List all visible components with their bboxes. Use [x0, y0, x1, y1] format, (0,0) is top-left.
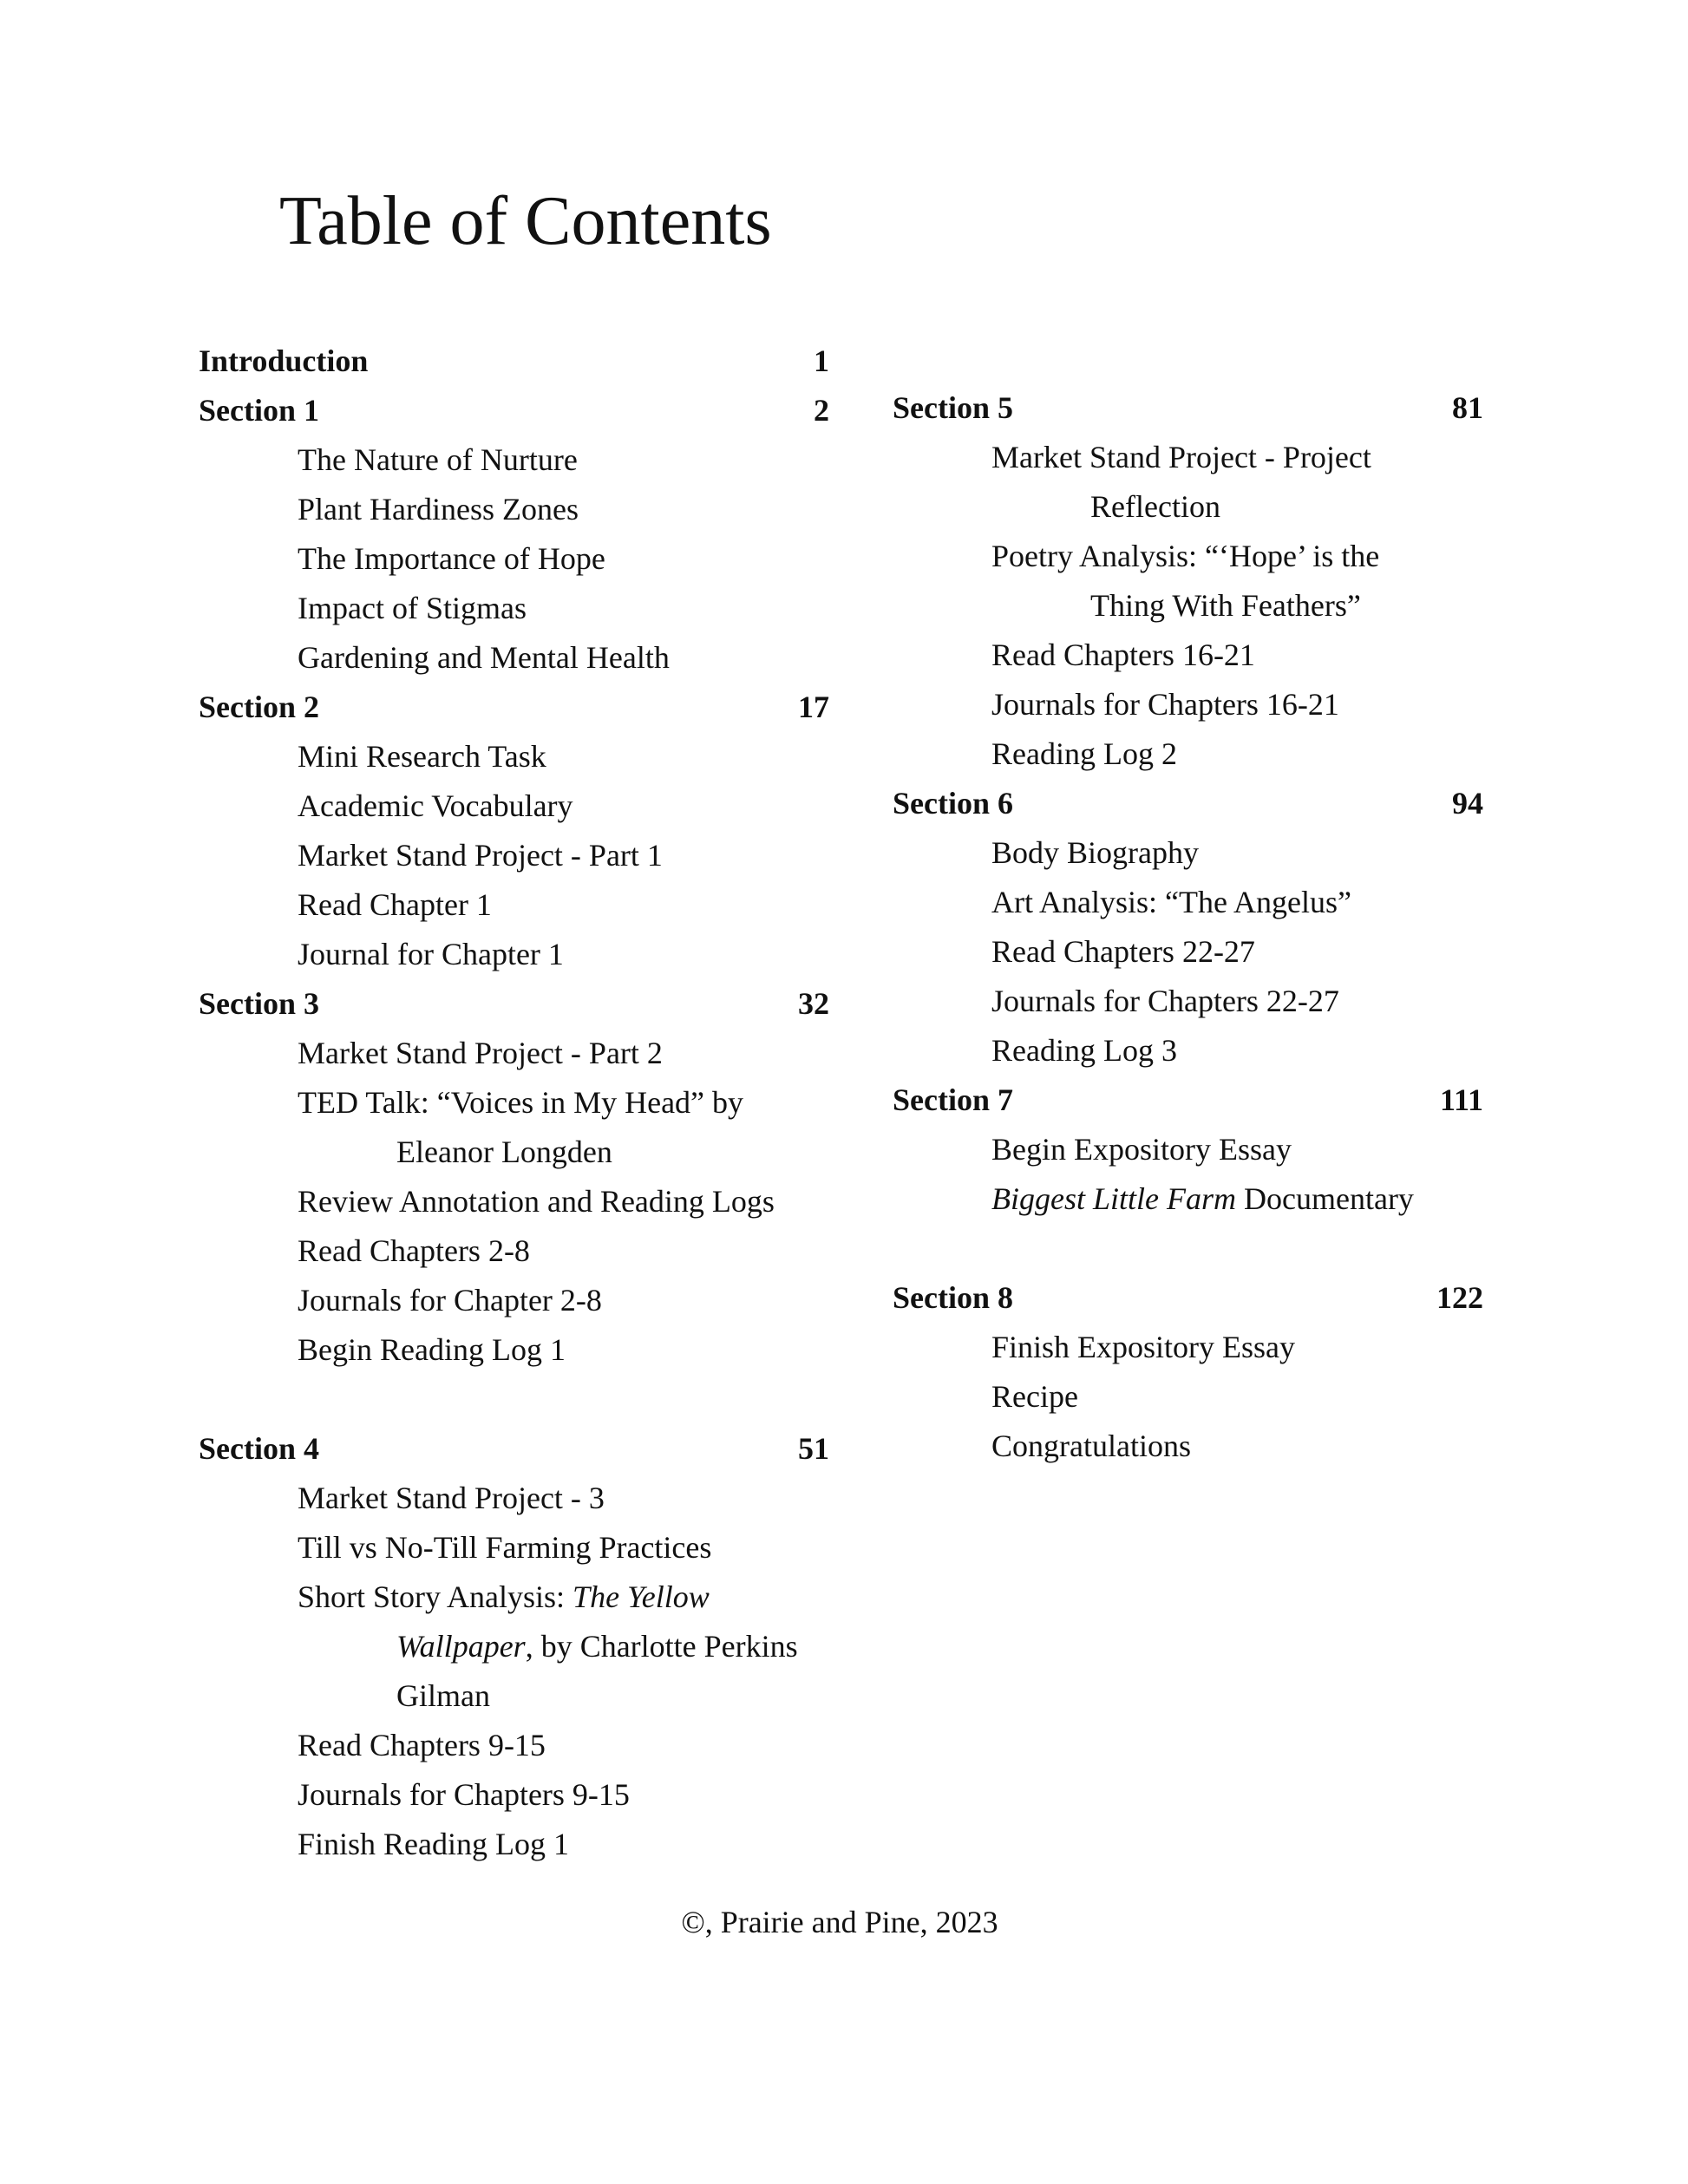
italic-title-text: Wallpaper [396, 1629, 526, 1664]
entry-text: Journal for Chapter 1 [298, 937, 564, 971]
toc-entry[interactable] [893, 1372, 1483, 1422]
toc-section-heading[interactable] [893, 779, 1483, 828]
entry-text: Reading Log 2 [991, 736, 1177, 771]
entry-text: Thing With Feathers” [1090, 588, 1361, 623]
toc-entry-line [199, 1820, 826, 1869]
toc-entry[interactable] [893, 433, 1483, 532]
toc-entry-line [199, 1226, 826, 1276]
toc-entry-line [199, 781, 826, 831]
section-page-number: 51 [798, 1431, 829, 1466]
toc-entry-line [893, 977, 1483, 1026]
section-page-number: 111 [1439, 1082, 1483, 1117]
toc-entry-line [893, 1125, 1483, 1174]
toc-entry-line [893, 433, 1483, 482]
toc-section-heading[interactable] [199, 1424, 829, 1474]
entry-text: Academic Vocabulary [298, 788, 573, 823]
toc-entry[interactable] [199, 1770, 826, 1820]
toc-entry-line [893, 482, 1483, 532]
toc-entry[interactable] [199, 633, 826, 683]
section-title: Section 3 [199, 986, 319, 1021]
toc-entry-line [199, 1721, 826, 1770]
entry-text: Journals for Chapter 2-8 [298, 1283, 602, 1318]
toc-column-right [893, 383, 1483, 1471]
toc-entry[interactable] [199, 930, 826, 979]
toc-section-heading[interactable] [199, 386, 829, 435]
toc-section-heading[interactable] [893, 1273, 1483, 1323]
entry-text: Reading Log 3 [991, 1033, 1177, 1068]
entry-text: Impact of Stigmas [298, 591, 527, 625]
blank-spacer [893, 1224, 1483, 1273]
toc-entry[interactable] [893, 532, 1483, 631]
toc-entry-line [893, 729, 1483, 779]
toc-entry[interactable] [199, 831, 826, 880]
entry-text: Eleanor Longden [396, 1135, 612, 1169]
section-page-number: 94 [1452, 786, 1483, 821]
toc-entry-line [199, 485, 826, 534]
toc-entry[interactable] [199, 781, 826, 831]
entry-text: Finish Expository Essay [991, 1330, 1296, 1364]
entry-text: Art Analysis: “The Angelus” [991, 885, 1351, 919]
section-page-number: 122 [1436, 1280, 1483, 1315]
section-page-number: 17 [798, 690, 829, 724]
entry-text: Congratulations [991, 1429, 1191, 1463]
toc-entry[interactable] [199, 1721, 826, 1770]
toc-entry-line [199, 1671, 826, 1721]
toc-entry-line [893, 1174, 1483, 1224]
toc-entry-line [199, 1325, 826, 1375]
toc-entry[interactable] [199, 1325, 826, 1375]
toc-entry[interactable] [199, 1820, 826, 1869]
toc-entry[interactable] [199, 485, 826, 534]
entry-text: Journals for Chapters 16-21 [991, 687, 1339, 722]
toc-entry-line [893, 680, 1483, 729]
toc-section-heading[interactable] [893, 383, 1483, 433]
toc-entry[interactable] [199, 534, 826, 584]
section-title: Section 4 [199, 1431, 319, 1466]
section-page-number: 1 [814, 343, 829, 378]
toc-entry-line [893, 927, 1483, 977]
section-title: Section 1 [199, 393, 319, 428]
entry-text: TED Talk: “Voices in My Head” by [298, 1085, 744, 1120]
entry-text: Market Stand Project - Part 1 [298, 838, 663, 873]
page-title: Table of Contents [279, 183, 772, 259]
entry-text: Body Biography [991, 835, 1199, 870]
section-title: Section 8 [893, 1280, 1013, 1315]
toc-entry[interactable] [893, 1125, 1483, 1174]
toc-entry-line [893, 1422, 1483, 1471]
toc-entry-line [199, 1276, 826, 1325]
toc-entry-line [199, 1573, 826, 1622]
toc-entry-line [199, 1029, 826, 1078]
entry-text: Journals for Chapters 22-27 [991, 984, 1339, 1018]
section-title: Introduction [199, 343, 369, 378]
toc-entry-line [199, 732, 826, 781]
toc-entry[interactable] [199, 1029, 826, 1078]
toc-entry-line [893, 631, 1483, 680]
toc-entry[interactable] [199, 1523, 826, 1573]
toc-entry-line [199, 584, 826, 633]
toc-entry[interactable] [893, 878, 1483, 927]
entry-text: , by Charlotte Perkins [525, 1629, 798, 1664]
toc-entry[interactable] [199, 1078, 826, 1177]
italic-title-text: Biggest Little Farm [991, 1181, 1236, 1216]
toc-entry-line [893, 1026, 1483, 1076]
toc-column-left [199, 337, 829, 1869]
toc-entry[interactable] [893, 680, 1483, 729]
entry-text: The Importance of Hope [298, 541, 605, 576]
toc-entry-line [199, 1523, 826, 1573]
toc-section-heading[interactable] [199, 683, 829, 732]
toc-entry-line [199, 633, 826, 683]
entry-text: Short Story Analysis: [298, 1579, 573, 1614]
toc-entry-line [199, 1770, 826, 1820]
entry-text: Read Chapters 22-27 [991, 934, 1255, 969]
toc-section-heading[interactable] [893, 1076, 1483, 1125]
entry-text: Till vs No-Till Farming Practices [298, 1530, 712, 1565]
toc-entry-line [199, 1078, 826, 1128]
entry-text: Journals for Chapters 9-15 [298, 1777, 630, 1812]
toc-entry[interactable] [893, 1026, 1483, 1076]
entry-text: The Nature of Nurture [298, 442, 578, 477]
toc-entry-line [199, 1177, 826, 1226]
toc-entry[interactable] [893, 631, 1483, 680]
entry-text: Market Stand Project - Part 2 [298, 1036, 663, 1070]
toc-entry[interactable] [893, 729, 1483, 779]
italic-title-text: The Yellow [572, 1579, 710, 1614]
toc-entry[interactable] [199, 732, 826, 781]
toc-entry-line [893, 532, 1483, 581]
entry-text: Read Chapters 2-8 [298, 1233, 530, 1268]
toc-entry-line [893, 828, 1483, 878]
entry-text: Read Chapters 9-15 [298, 1728, 546, 1762]
entry-text: Begin Reading Log 1 [298, 1332, 566, 1367]
toc-entry-line [199, 880, 826, 930]
toc-entry[interactable] [199, 1226, 826, 1276]
toc-entry-line [199, 1474, 826, 1523]
toc-entry-line [893, 1372, 1483, 1422]
toc-entry[interactable] [893, 1323, 1483, 1372]
section-title: Section 7 [893, 1082, 1013, 1117]
toc-entry[interactable] [199, 435, 826, 485]
entry-text: Market Stand Project - Project [991, 440, 1371, 474]
toc-section-heading[interactable] [199, 979, 829, 1029]
entry-text: Begin Expository Essay [991, 1132, 1292, 1167]
toc-entry[interactable] [893, 977, 1483, 1026]
section-title: Section 2 [199, 690, 319, 724]
entry-text: Documentary [1236, 1181, 1414, 1216]
toc-entry-line [199, 534, 826, 584]
entry-text: Finish Reading Log 1 [298, 1827, 569, 1861]
entry-text: Poetry Analysis: “‘Hope’ is the [991, 539, 1380, 573]
toc-entry[interactable] [199, 584, 826, 633]
toc-entry[interactable] [893, 927, 1483, 977]
toc-entry[interactable] [893, 1422, 1483, 1471]
section-page-number: 81 [1452, 390, 1483, 425]
copyright-notice: ©, Prairie and Pine, 2023 [681, 1905, 998, 1939]
toc-entry[interactable] [893, 1174, 1483, 1224]
toc-entry[interactable] [199, 1474, 826, 1523]
section-page-number: 2 [814, 393, 829, 428]
toc-entry[interactable] [199, 880, 826, 930]
entry-text: Gardening and Mental Health [298, 640, 670, 675]
toc-entry-line [199, 930, 826, 979]
entry-text: Plant Hardiness Zones [298, 492, 579, 526]
entry-text: Reflection [1090, 489, 1220, 524]
entry-text: Mini Research Task [298, 739, 546, 774]
toc-entry-line [199, 435, 826, 485]
toc-entry[interactable] [199, 1276, 826, 1325]
toc-entry-line [893, 581, 1483, 631]
toc-entry-line [199, 831, 826, 880]
entry-text: Review Annotation and Reading Logs [298, 1184, 775, 1219]
toc-entry[interactable] [199, 1177, 826, 1226]
toc-section-heading[interactable] [199, 337, 829, 386]
section-title: Section 5 [893, 390, 1013, 425]
section-title: Section 6 [893, 786, 1013, 821]
entry-text: Gilman [396, 1678, 490, 1713]
toc-entry[interactable] [893, 828, 1483, 878]
toc-entry-line [199, 1128, 826, 1177]
entry-text: Read Chapters 16-21 [991, 638, 1255, 672]
blank-spacer [199, 1375, 826, 1424]
entry-text: Market Stand Project - 3 [298, 1481, 605, 1515]
toc-entry-line [893, 1323, 1483, 1372]
toc-entry-line [199, 1622, 826, 1671]
toc-entry[interactable] [199, 1573, 826, 1721]
section-page-number: 32 [798, 986, 829, 1021]
entry-text: Read Chapter 1 [298, 887, 492, 922]
entry-text: Recipe [991, 1379, 1078, 1414]
toc-entry-line [893, 878, 1483, 927]
